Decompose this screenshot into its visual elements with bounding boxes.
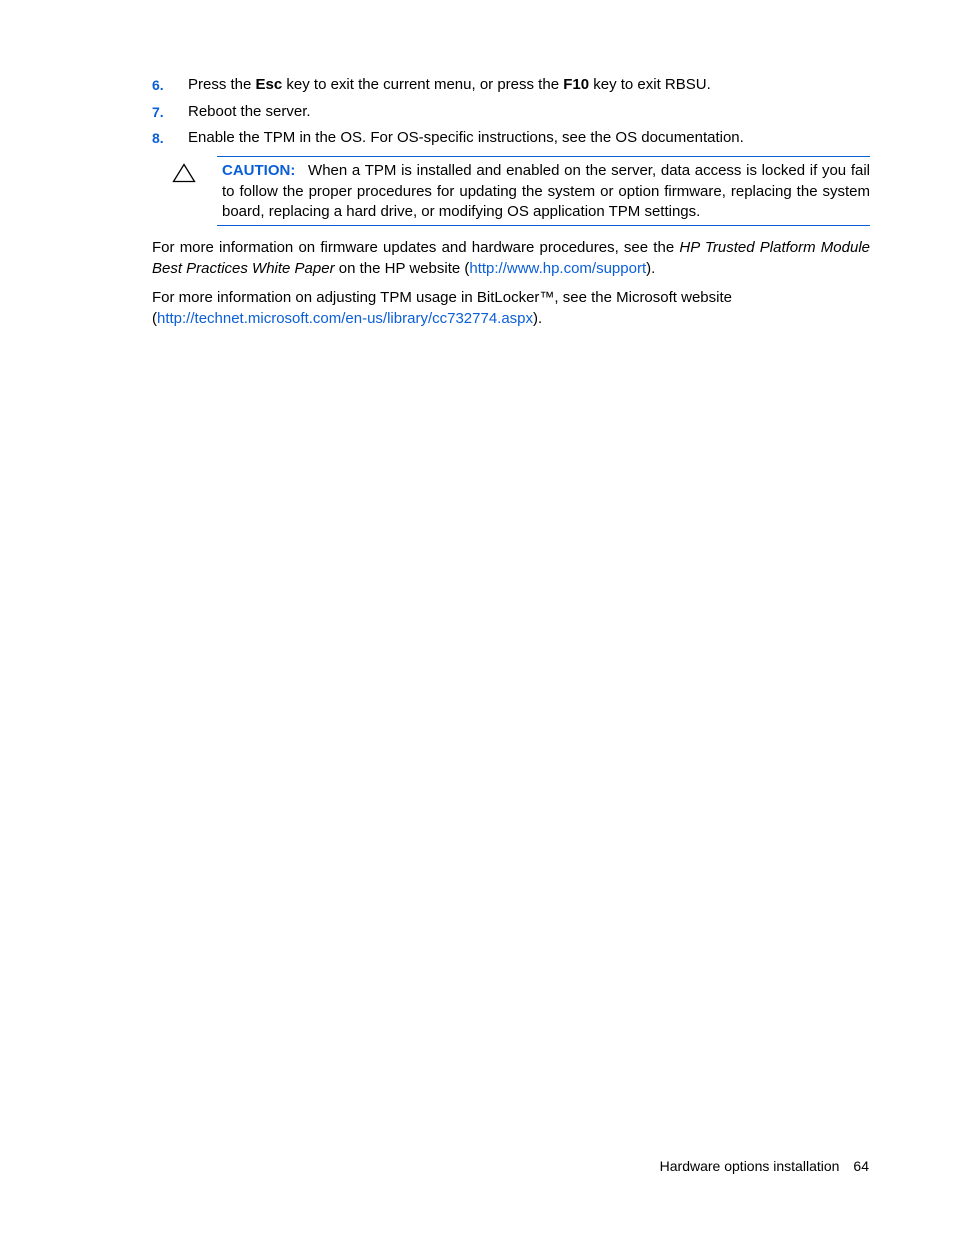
caution-box bbox=[217, 156, 870, 226]
step-number: 6. bbox=[152, 77, 164, 93]
procedure-steps bbox=[152, 74, 872, 154]
page-number: 64 bbox=[853, 1158, 869, 1174]
f10-key: F10 bbox=[563, 76, 590, 93]
bitlocker-info-paragraph: For more information on adjusting TPM usage in BitLocker™, see the Microsoft website (http://technet.microsoft.com/en-us/library/cc732774.aspx). bbox=[152, 289, 732, 327]
caution-text bbox=[222, 161, 870, 223]
footer-section-title: Hardware options installation bbox=[659, 1158, 840, 1174]
step-text: Press the Esc key to exit the current menu, or press the F10 key to exit RBSU. bbox=[188, 76, 711, 93]
white-paper-title: HP Trusted Platform Module Best Practices White Paper bbox=[152, 239, 870, 277]
step-number: 7. bbox=[152, 103, 164, 120]
page-footer bbox=[660, 1158, 869, 1174]
microsoft-technet-link[interactable]: http://technet.microsoft.com/en-us/library/cc732774.aspx bbox=[157, 310, 534, 327]
caution-message: When a TPM is installed and enabled on the server, data access is locked if you fail to follow the proper procedures for updating the system or option firmware, replacing the system board, replacing a hard drive, or modifying OS application TPM settings. bbox=[222, 162, 871, 220]
step-text: Enable the TPM in the OS. For OS-specific instructions, see the OS documentation. bbox=[188, 129, 744, 146]
step-6 bbox=[152, 74, 872, 101]
firmware-info-paragraph: For more information on firmware updates and hardware procedures, see the HP Trusted Platform Module Best Practices White Paper on the HP website (http://www.hp.com/support). bbox=[152, 239, 870, 277]
esc-key: Esc bbox=[255, 76, 283, 93]
step-text: Reboot the server. bbox=[188, 102, 311, 120]
step-number: 8. bbox=[152, 130, 164, 146]
caution-label: CAUTION: bbox=[222, 162, 296, 179]
step-7 bbox=[152, 101, 872, 128]
warning-triangle-icon bbox=[172, 163, 196, 183]
hp-support-link[interactable]: http://www.hp.com/support bbox=[469, 260, 647, 277]
step-8 bbox=[152, 127, 872, 154]
